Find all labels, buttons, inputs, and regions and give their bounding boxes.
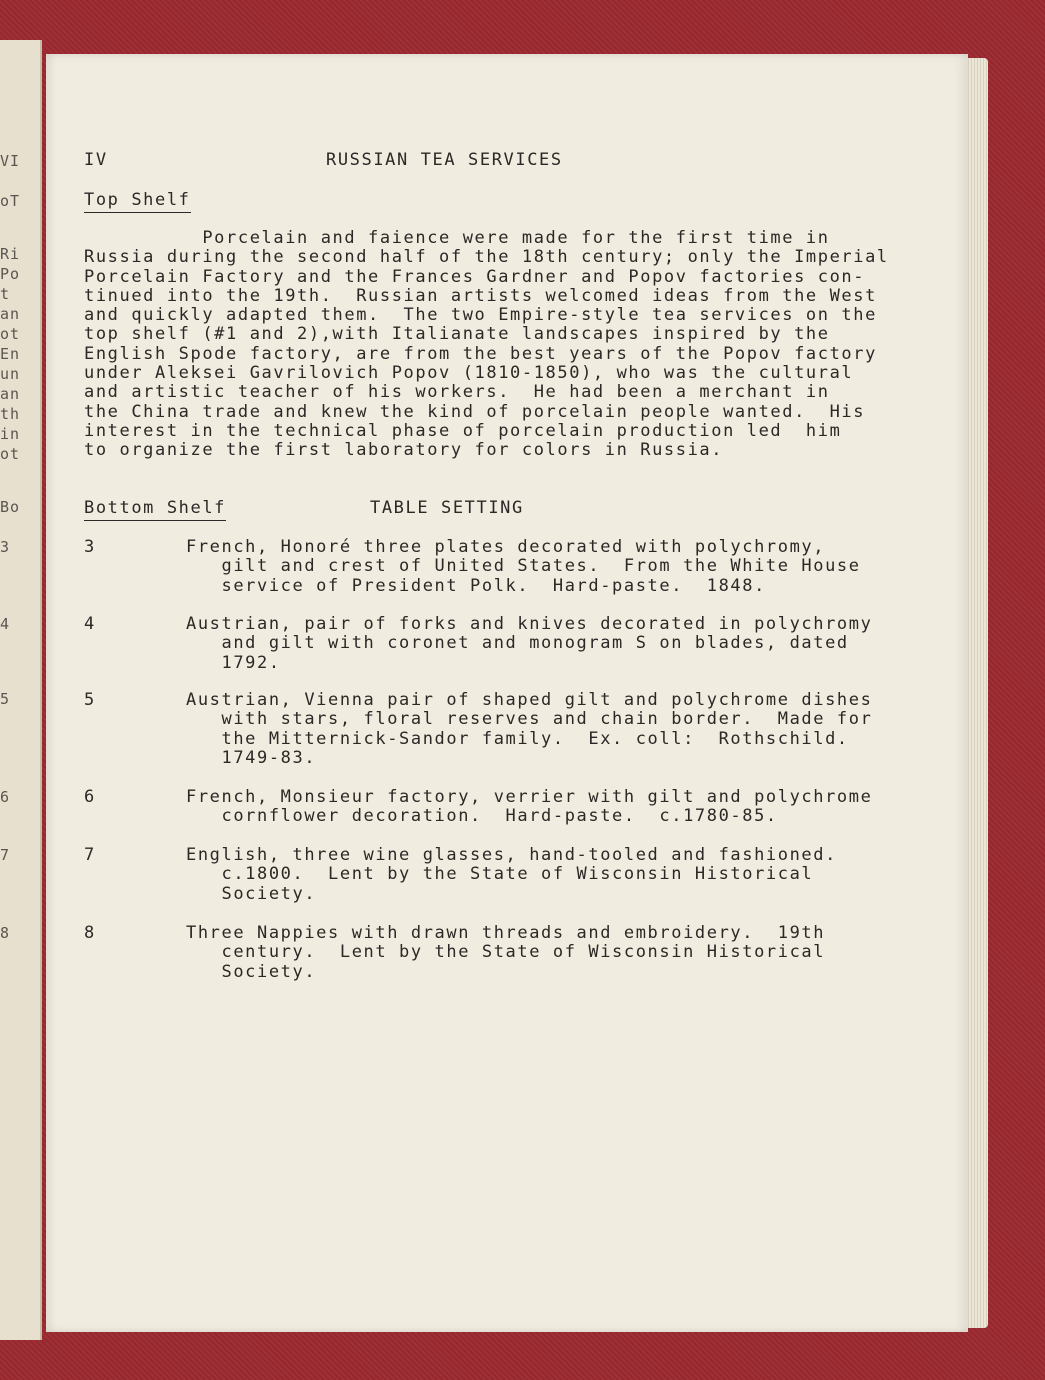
left-fragment: un (0, 365, 21, 383)
left-fragment: 5 (0, 690, 11, 708)
item-description: French, Monsieur factory, verrier with gilt and polychrome cornflower decoration. Hard-paste. c.1780-85. (186, 787, 873, 827)
left-fragment: VI (0, 152, 21, 170)
bottom-shelf-label: Bottom Shelf (84, 499, 226, 521)
section-number: IV (84, 150, 108, 170)
document-page (46, 54, 968, 1332)
item-description: Three Nappies with drawn threads and embroidery. 19th century. Lent by the State of Wisconsin Historical Society. (186, 923, 826, 982)
left-fragment: th (0, 405, 21, 423)
item-description: Austrian, pair of forks and knives decorated in polychromy and gilt with coronet and monogram S on blades, dated 1792. (186, 614, 873, 673)
item-description: English, three wine glasses, hand-tooled and fashioned. c.1800. Lent by the State of Wisconsin Historical Society. (186, 845, 837, 904)
item-number: 7 (84, 845, 96, 865)
left-fragment: Ri (0, 245, 21, 263)
left-fragment: Po (0, 265, 21, 283)
item-description: Austrian, Vienna pair of shaped gilt and polychrome dishes with stars, floral reserves and chain border. Made for the Mitternick-Sandor family. Ex. coll: Rothschild. 1749-83. (186, 690, 873, 768)
top-shelf-label: Top Shelf (84, 191, 191, 213)
left-fragment: 4 (0, 615, 11, 633)
left-fragment: an (0, 305, 21, 323)
left-fragment: ot (0, 445, 21, 463)
left-fragment: t (0, 285, 11, 303)
item-description: French, Honoré three plates decorated with polychromy, gilt and crest of United States. From the White House service of President Polk. Hard-paste. 1848. (186, 537, 861, 596)
item-number: 3 (84, 537, 96, 557)
left-fragment: 8 (0, 924, 11, 942)
left-fragment: Bo (0, 498, 21, 516)
top-shelf-paragraph: Porcelain and faience were made for the first time in Russia during the second half of the 18th century; only the Imperial Porcelain Factory and the Frances Gardner and Popov factories con- tinued into the 19th. Russian artists welcomed ideas from the West and quickly adapted them. The two Empire-style tea services on the top shelf (#1 and 2),with Italianate landscapes inspired by the English Spode factory, are from the best years of the Popov factory under Aleksei Gavrilovich Popov (1810-1850), who was the cultural and artistic teacher of his workers. He had been a merchant in the China trade and knew the kind of porcelain people wanted. His interest in the technical phase of porcelain production led him to organize the first laboratory for colors in Russia. (84, 228, 889, 461)
item-number: 6 (84, 787, 96, 807)
table-setting-heading: TABLE SETTING (370, 498, 524, 518)
left-page-edge (0, 40, 42, 1340)
left-fragment: En (0, 345, 21, 363)
left-fragment: oT (0, 192, 21, 210)
left-fragment: 6 (0, 788, 11, 806)
item-number: 4 (84, 614, 96, 634)
page-title: RUSSIAN TEA SERVICES (326, 150, 563, 170)
left-fragment: an (0, 385, 21, 403)
left-fragment: in (0, 425, 21, 443)
left-fragment: 3 (0, 538, 11, 556)
left-fragment: ot (0, 325, 21, 343)
left-fragment: 7 (0, 846, 11, 864)
item-number: 5 (84, 690, 96, 710)
item-number: 8 (84, 923, 96, 943)
